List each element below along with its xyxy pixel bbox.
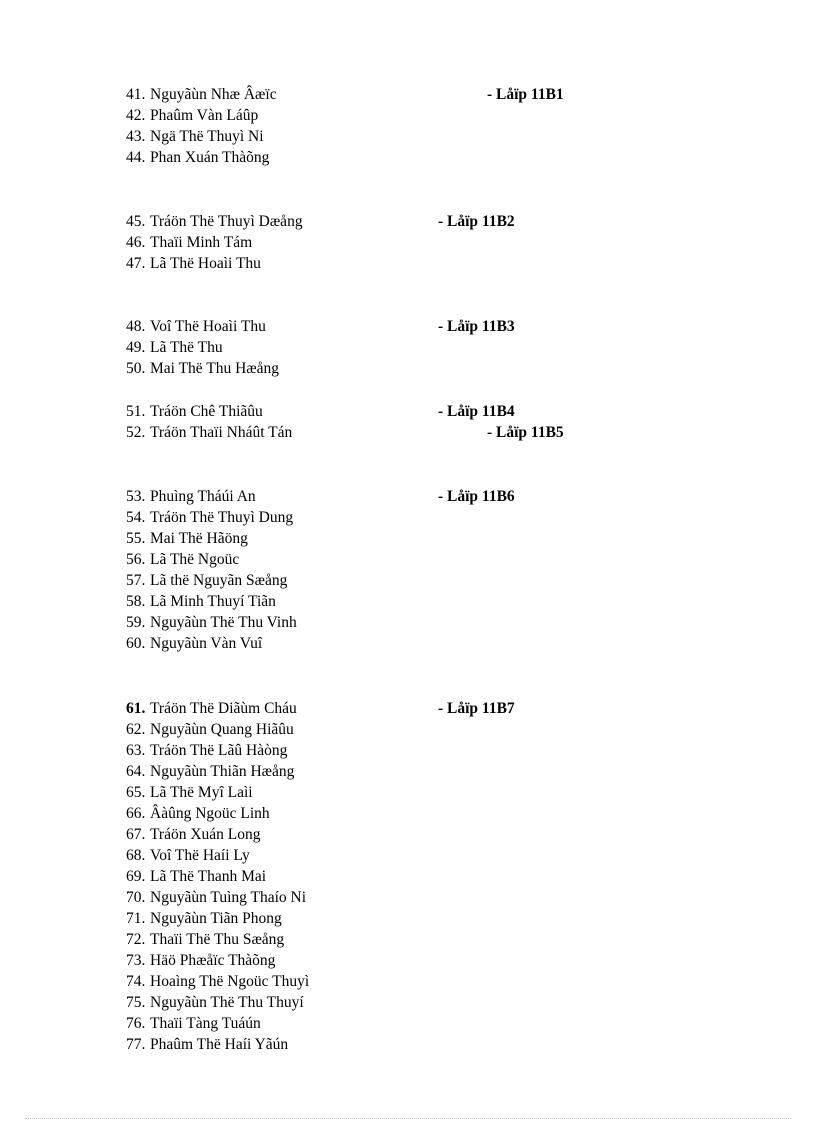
item-number: 41. — [126, 86, 146, 103]
list-item — [126, 740, 287, 761]
list-item — [126, 126, 264, 147]
student-name: Tráön Chê Thiãûu — [150, 403, 263, 420]
student-name: Mai Thë Thu Hæång — [150, 360, 280, 377]
list-item — [126, 950, 275, 971]
class-label-11b1: - Låïp 11B1 — [487, 86, 564, 103]
student-name: Lã Thë Ngoüc — [150, 551, 240, 568]
student-name: Häö Phæåïc Thàõng — [150, 952, 276, 969]
list-item — [126, 84, 277, 105]
item-number: 62. — [126, 721, 146, 738]
item-number: 72. — [126, 931, 146, 948]
item-number: 75. — [126, 994, 146, 1011]
list-item — [126, 358, 279, 379]
student-name: Nguyãùn Thiãn Hæång — [150, 763, 295, 780]
item-number: 58. — [126, 593, 146, 610]
list-item — [126, 908, 282, 929]
item-number: 47. — [126, 255, 146, 272]
list-item — [126, 253, 261, 274]
item-number: 64. — [126, 763, 146, 780]
list-item — [126, 929, 284, 950]
page-bottom-border — [25, 1118, 791, 1119]
item-number: 42. — [126, 107, 146, 124]
list-item — [126, 698, 297, 719]
student-name: Tráön Thë Thuyì Dæång — [150, 213, 303, 230]
item-number: 76. — [126, 1015, 146, 1032]
list-item — [126, 401, 263, 422]
item-number: 50. — [126, 360, 146, 377]
student-name: Lã Thë Myî Laìi — [150, 784, 253, 801]
item-number: 68. — [126, 847, 146, 864]
student-name: Lã Thë Thanh Mai — [150, 868, 267, 885]
student-name: Nguyãùn Tuìng Thaío Ni — [150, 889, 307, 906]
student-name: Nguyãùn Tiãn Phong — [150, 910, 282, 927]
list-item — [126, 761, 294, 782]
student-name: Nguyãùn Thë Thu Thuyí — [150, 994, 304, 1011]
student-name: Nguyãùn Vàn Vuî — [150, 635, 263, 652]
item-number: 61. — [126, 700, 146, 717]
item-number: 46. — [126, 234, 146, 251]
item-number: 63. — [126, 742, 146, 759]
student-name: Nguyãùn Nhæ Âæïc — [150, 86, 277, 103]
class-label-11b7: - Låïp 11B7 — [438, 700, 515, 717]
student-name: Mai Thë Hãöng — [150, 530, 248, 547]
item-number: 60. — [126, 635, 146, 652]
student-name: Lã Thë Thu — [150, 339, 223, 356]
student-name: Phuìng Tháúi An — [150, 488, 256, 505]
list-item — [126, 824, 261, 845]
item-number: 66. — [126, 805, 146, 822]
item-number: 59. — [126, 614, 146, 631]
class-label-11b2: - Låïp 11B2 — [438, 213, 515, 230]
list-item — [126, 1013, 261, 1034]
list-item — [126, 570, 287, 591]
student-name: Lã Minh Thuyí Tiãn — [150, 593, 276, 610]
item-number: 49. — [126, 339, 146, 356]
list-item — [126, 528, 248, 549]
student-name: Tráön Xuán Long — [150, 826, 261, 843]
list-item — [126, 211, 303, 232]
student-name: Nguyãùn Quang Hiãûu — [150, 721, 294, 738]
list-item — [126, 719, 294, 740]
list-item — [126, 316, 266, 337]
item-number: 44. — [126, 149, 146, 166]
item-number: 57. — [126, 572, 146, 589]
item-number: 55. — [126, 530, 146, 547]
item-number: 74. — [126, 973, 146, 990]
item-number: 73. — [126, 952, 146, 969]
student-name: Voî Thë Haíi Ly — [150, 847, 250, 864]
student-name: Phaûm Vàn Láûp — [150, 107, 259, 124]
student-name: Phaûm Thë Haíi Yãún — [150, 1036, 289, 1053]
list-item — [126, 105, 258, 126]
student-name: Âàûng Ngoüc Linh — [150, 805, 270, 822]
item-number: 48. — [126, 318, 146, 335]
list-item — [126, 971, 309, 992]
student-name: Tráön Thë Thuyì Dung — [150, 509, 294, 526]
student-name: Tráön Thë Lãû Hàòng — [150, 742, 288, 759]
list-item — [126, 992, 304, 1013]
list-item — [126, 486, 256, 507]
item-number: 69. — [126, 868, 146, 885]
student-name: Nguyãùn Thë Thu Vinh — [150, 614, 297, 631]
item-number: 67. — [126, 826, 146, 843]
list-item — [126, 782, 253, 803]
item-number: 53. — [126, 488, 146, 505]
class-label-11b5: - Låïp 11B5 — [487, 424, 564, 441]
list-item — [126, 422, 292, 443]
item-number: 65. — [126, 784, 146, 801]
list-item — [126, 232, 252, 253]
class-label-11b6: - Låïp 11B6 — [438, 488, 515, 505]
list-item — [126, 803, 270, 824]
student-name: Tráön Thaïi Nháût Tán — [150, 424, 293, 441]
student-name: Phan Xuán Thàõng — [150, 149, 270, 166]
student-name: Voî Thë Hoaìi Thu — [150, 318, 266, 335]
student-name: Lã Thë Hoaìi Thu — [150, 255, 261, 272]
item-number: 71. — [126, 910, 146, 927]
item-number: 56. — [126, 551, 146, 568]
list-item — [126, 549, 239, 570]
student-name: Tráön Thë Diãùm Cháu — [150, 700, 297, 717]
list-item — [126, 612, 297, 633]
item-number: 43. — [126, 128, 146, 145]
list-item — [126, 887, 306, 908]
list-item — [126, 147, 269, 168]
class-label-11b3: - Låïp 11B3 — [438, 318, 515, 335]
list-item — [126, 845, 250, 866]
student-name: Lã thë Nguyãn Sæång — [150, 572, 288, 589]
list-item — [126, 507, 293, 528]
student-name: Thaïi Thë Thu Sæång — [150, 931, 285, 948]
item-number: 77. — [126, 1036, 146, 1053]
list-item — [126, 633, 262, 654]
class-label-11b4: - Låïp 11B4 — [438, 403, 515, 420]
list-item — [126, 866, 266, 887]
item-number: 52. — [126, 424, 146, 441]
list-item — [126, 1034, 288, 1055]
item-number: 51. — [126, 403, 146, 420]
student-name: Ngä Thë Thuyì Ni — [150, 128, 264, 145]
item-number: 70. — [126, 889, 146, 906]
item-number: 45. — [126, 213, 146, 230]
item-number: 54. — [126, 509, 146, 526]
list-item — [126, 337, 223, 358]
student-name: Thaïi Tàng Tuáún — [150, 1015, 261, 1032]
student-name: Thaïi Minh Tám — [150, 234, 253, 251]
student-name: Hoaìng Thë Ngoüc Thuyì — [150, 973, 310, 990]
list-item — [126, 591, 276, 612]
